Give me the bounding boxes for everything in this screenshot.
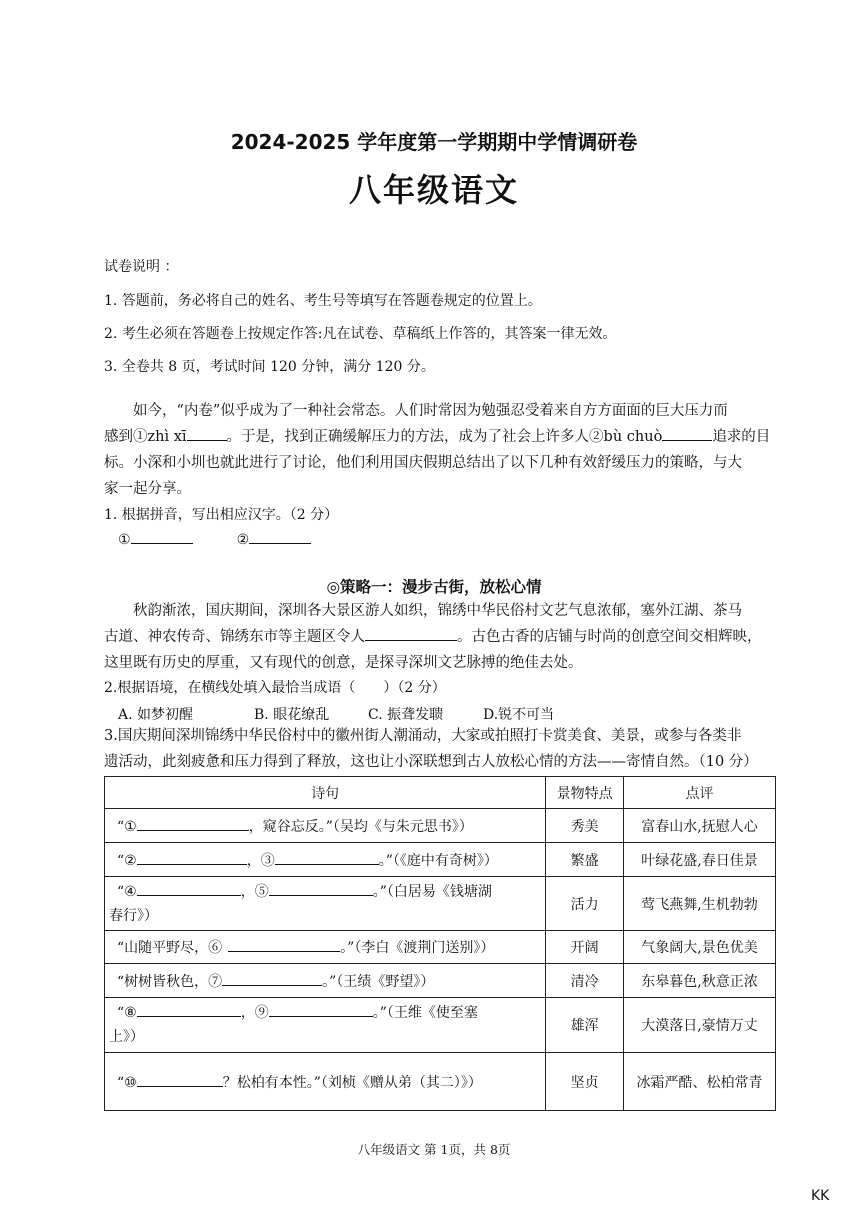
poem-cell — [105, 964, 546, 998]
poem-cell — [105, 843, 546, 877]
answer-blank — [228, 937, 340, 952]
table-row — [105, 1053, 776, 1111]
poem-cell — [105, 809, 546, 843]
poem-text: ，⑤ — [240, 883, 269, 900]
poem-cell — [105, 1053, 546, 1111]
poem-text: ，⑨ — [240, 1005, 269, 1021]
poem-cell — [105, 931, 546, 964]
q3-line: 3.国庆期间深圳锦绣中华民俗村中的徽州街人潮涌动，大家或拍照打卡赏美食、美景，或参与各类非 — [104, 728, 742, 744]
poem-text: 上》） — [109, 1029, 144, 1045]
answer-blank — [662, 426, 712, 441]
feature-cell: 开阔 — [546, 931, 624, 964]
poem-text: ，窥谷忘反。”（吴均《与朱元思书》） — [248, 818, 473, 835]
comment-cell: 大漠落日,豪情万丈 — [624, 998, 776, 1053]
page-footer: 八年级语文 第 1页，共 8页 — [357, 1142, 511, 1157]
poem-text: “山随平野尽，⑥ — [117, 940, 223, 956]
answer-blank — [137, 850, 247, 865]
poem-table — [104, 776, 776, 1111]
comment-cell: 冰霜严酷、松柏常青 — [624, 1053, 776, 1111]
intro-line-text: 。于是，找到正确缓解压力的方法，成为了社会上许多人②bù chuò — [226, 429, 663, 445]
question-3 — [104, 723, 758, 775]
answer-blank — [187, 426, 227, 441]
corner-mark: KK — [811, 1188, 830, 1204]
poem-text: “① — [117, 818, 137, 835]
table-row — [105, 809, 776, 843]
answer-blank — [137, 1072, 223, 1087]
poem-text: 。”（王绩《野望》） — [322, 973, 435, 990]
poem-text: 春行》） — [109, 907, 158, 924]
feature-cell: 活力 — [546, 877, 624, 931]
header-feature: 景物特点 — [546, 777, 624, 809]
comment-cell: 东皋暮色,秋意正浓 — [624, 964, 776, 998]
comment-cell: 莺飞燕舞,生机勃勃 — [624, 877, 776, 931]
table-row — [105, 964, 776, 998]
instruction-item: 2. 考生必须在答题卷上按规定作答:凡在试卷、草稿纸上作答的，其答案一律无效。 — [104, 326, 617, 342]
question-1: 1. 根据拼音，写出相应汉字。（2 分） — [104, 507, 339, 523]
feature-cell: 繁盛 — [546, 843, 624, 877]
strategy-line-text: 古道、神农传奇、锦绣东市等主题区令人 — [104, 629, 365, 645]
strategy-line — [104, 624, 762, 650]
header-comment: 点评 — [624, 777, 776, 809]
poem-text: 。”（《庭中有奇树》） — [378, 852, 498, 869]
answer-blank — [222, 971, 322, 986]
blank-label: ② — [236, 532, 250, 548]
instruction-item: 3. 全卷共 8 页，考试时间 120 分钟，满分 120 分。 — [104, 359, 435, 375]
answer-blank — [137, 881, 241, 896]
feature-cell: 清冷 — [546, 964, 624, 998]
answer-blank — [275, 850, 379, 865]
instruction-item: 1. 答题前，务必将自己的姓名、考生号等填写在答题卷规定的位置上。 — [104, 293, 542, 309]
poem-text: “④ — [117, 883, 137, 900]
q1-answer-line — [118, 529, 311, 548]
comment-cell: 叶绿花盛,春日佳景 — [624, 843, 776, 877]
intro-line — [104, 424, 770, 450]
intro-line: 家一起分享。 — [104, 481, 191, 497]
option-d: D.锐不可当 — [483, 707, 555, 723]
feature-cell: 秀美 — [546, 809, 624, 843]
header-poem: 诗句 — [105, 777, 546, 809]
poem-cell — [105, 998, 546, 1053]
strategy-heading: ◎策略一：漫步古街，放松心情 — [326, 578, 542, 596]
answer-blank — [269, 881, 373, 896]
poem-text: “⑧ — [117, 1005, 137, 1021]
answer-blank — [131, 529, 193, 544]
poem-text: 。”（王维《使至塞 — [372, 1005, 478, 1021]
table-row — [105, 998, 776, 1053]
q3-line: 遗活动，此刻疲惫和压力得到了释放，这也让小深联想到古人放松心情的方法——寄情自然。（10 分） — [104, 754, 758, 770]
option-c: C. 振聋发聩 — [368, 707, 444, 723]
poem-text: 。”（李白《渡荆门送别》） — [340, 940, 495, 956]
table-row — [105, 877, 776, 931]
answer-blank — [249, 529, 311, 544]
instructions-heading: 试卷说明 ： — [104, 259, 179, 275]
blank-label: ① — [118, 532, 131, 548]
intro-paragraph — [104, 398, 770, 502]
answer-blank — [137, 816, 249, 831]
feature-cell: 坚贞 — [546, 1053, 624, 1111]
q2-options — [118, 704, 554, 724]
intro-line-text: 追求的目 — [712, 429, 771, 445]
poem-text: “⑩ — [117, 1074, 137, 1091]
subject-title: 八年级语文 — [348, 171, 519, 209]
table-header-row — [105, 777, 776, 809]
strategy-line: 秋韵渐浓，国庆期间，深圳各大景区游人如织，锦绣中华民俗村文艺气息浓郁，塞外江湖、茶马 — [133, 603, 742, 619]
exam-title: 2024-2025 学年度第一学期期中学情调研卷 — [230, 130, 638, 154]
answer-blank — [269, 1002, 373, 1017]
option-b: B. 眼花缭乱 — [254, 707, 330, 723]
poem-text: “② — [117, 852, 137, 869]
table-row — [105, 843, 776, 877]
feature-cell: 雄浑 — [546, 998, 624, 1053]
poem-text: 。”（白居易《钱塘湖 — [372, 883, 492, 900]
strategy-line: 这里既有历史的厚重，又有现代的创意，是探寻深圳文艺脉搏的绝佳去处。 — [104, 655, 583, 671]
strategy-paragraph — [104, 598, 762, 676]
poem-text: “树树皆秋色，⑦ — [117, 973, 223, 990]
comment-cell: 气象阔大,景色优美 — [624, 931, 776, 964]
answer-blank — [137, 1002, 241, 1017]
strategy-line-text: 。古色古香的店铺与时尚的创意空间交相辉映， — [457, 629, 762, 645]
poem-cell — [105, 877, 546, 931]
answer-blank — [365, 626, 457, 641]
comment-cell: 富春山水,抚慰人心 — [624, 809, 776, 843]
option-a: A. 如梦初醒 — [118, 707, 194, 723]
intro-line: 标。小深和小圳也就此进行了讨论，他们利用国庆假期总结出了以下几种有效舒缓压力的策略，与大 — [104, 455, 742, 471]
poem-text: ？松柏有本性。”（刘桢《赠从弟（其二）》） — [222, 1074, 482, 1091]
intro-line: 如今，“内卷”似乎成为了一种社会常态。人们时常因为勉强忍受着来自方方面面的巨大压力而 — [133, 403, 728, 419]
intro-line-text: 感到①zhì xī — [104, 429, 187, 445]
poem-text: ，③ — [246, 852, 275, 869]
question-2: 2.根据语境，在横线处填入最恰当成语（ ）（2 分） — [104, 680, 446, 696]
table-row — [105, 931, 776, 964]
